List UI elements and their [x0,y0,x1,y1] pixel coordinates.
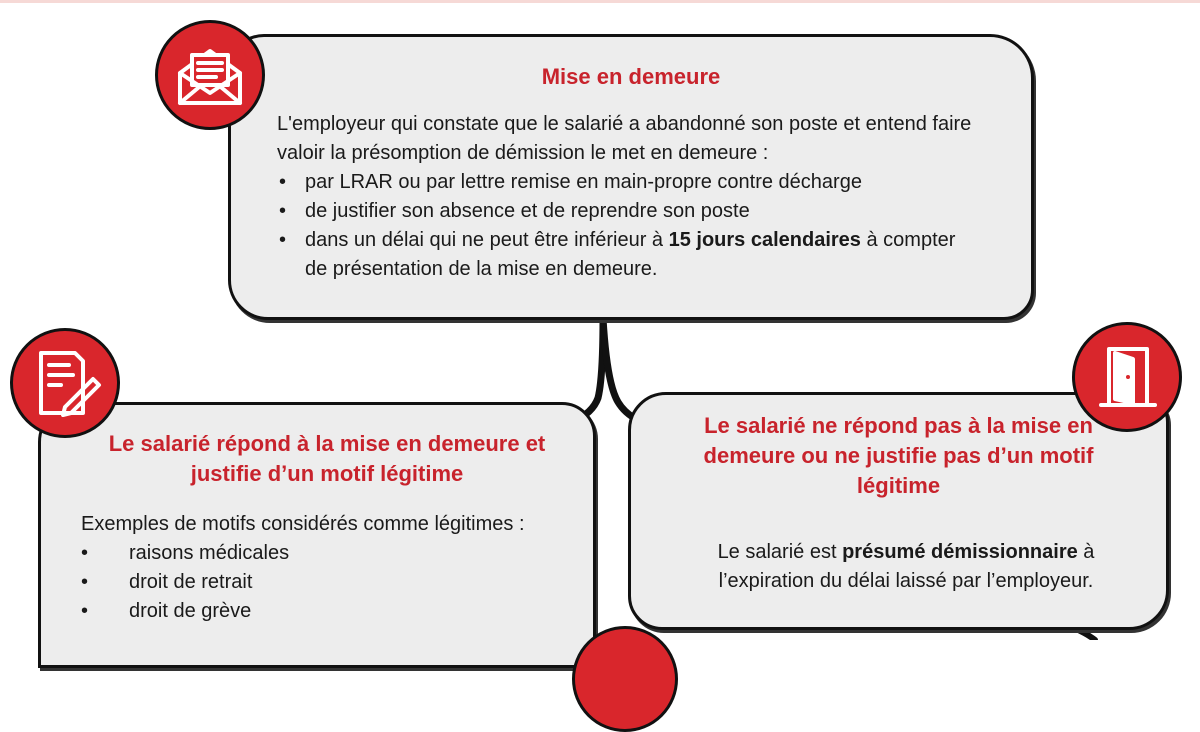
motif-examples-list [81,539,561,626]
mise-en-demeure-list [277,168,977,284]
text-part: à l’expiration du délai laissé par l’employeur. [718,541,1095,592]
list-item [277,226,977,284]
presumed-resignation-highlight: présumé démissionnaire [842,541,1078,563]
list-item-text: à compter de présentation de la mise en demeure. [305,229,956,280]
open-door-icon [1072,322,1182,432]
list-item: • droit de grève [81,597,561,626]
motif-examples-intro: Exemples de motifs considérés comme légitimes : [81,513,525,535]
envelope-icon [155,20,265,130]
motif-legitime-title: Le salarié répond à la mise en demeure et justifie d’un motif légitime [108,431,546,486]
list-item: • raisons médicales [81,539,561,568]
delay-highlight: 15 jours calendaires [668,229,861,251]
list-item: • de justifier son absence et de reprendre son poste [277,197,977,226]
list-item-text: dans un délai qui ne peut être inférieur à [305,229,669,251]
list-item: • par LRAR ou par lettre remise en main-propre contre décharge [277,168,977,197]
decorative-circle-icon [572,626,678,732]
mise-en-demeure-intro: L'employeur qui constate que le salarié a abandonné son poste et entend faire valoir la présomption de démission le met en demeure : [277,113,972,164]
mise-en-demeure-box [228,34,1034,320]
sans-reponse-title: Le salarié ne répond pas à la mise en demeure ou ne justifie pas d’un motif légitime [703,413,1094,498]
edit-document-icon [10,328,120,438]
motif-legitime-box [38,402,596,668]
mise-en-demeure-title: Mise en demeure [541,64,721,89]
text-part: Le salarié est [717,541,843,563]
list-item: • droit de retrait [81,568,561,597]
presumed-resignation-text [671,538,1141,596]
